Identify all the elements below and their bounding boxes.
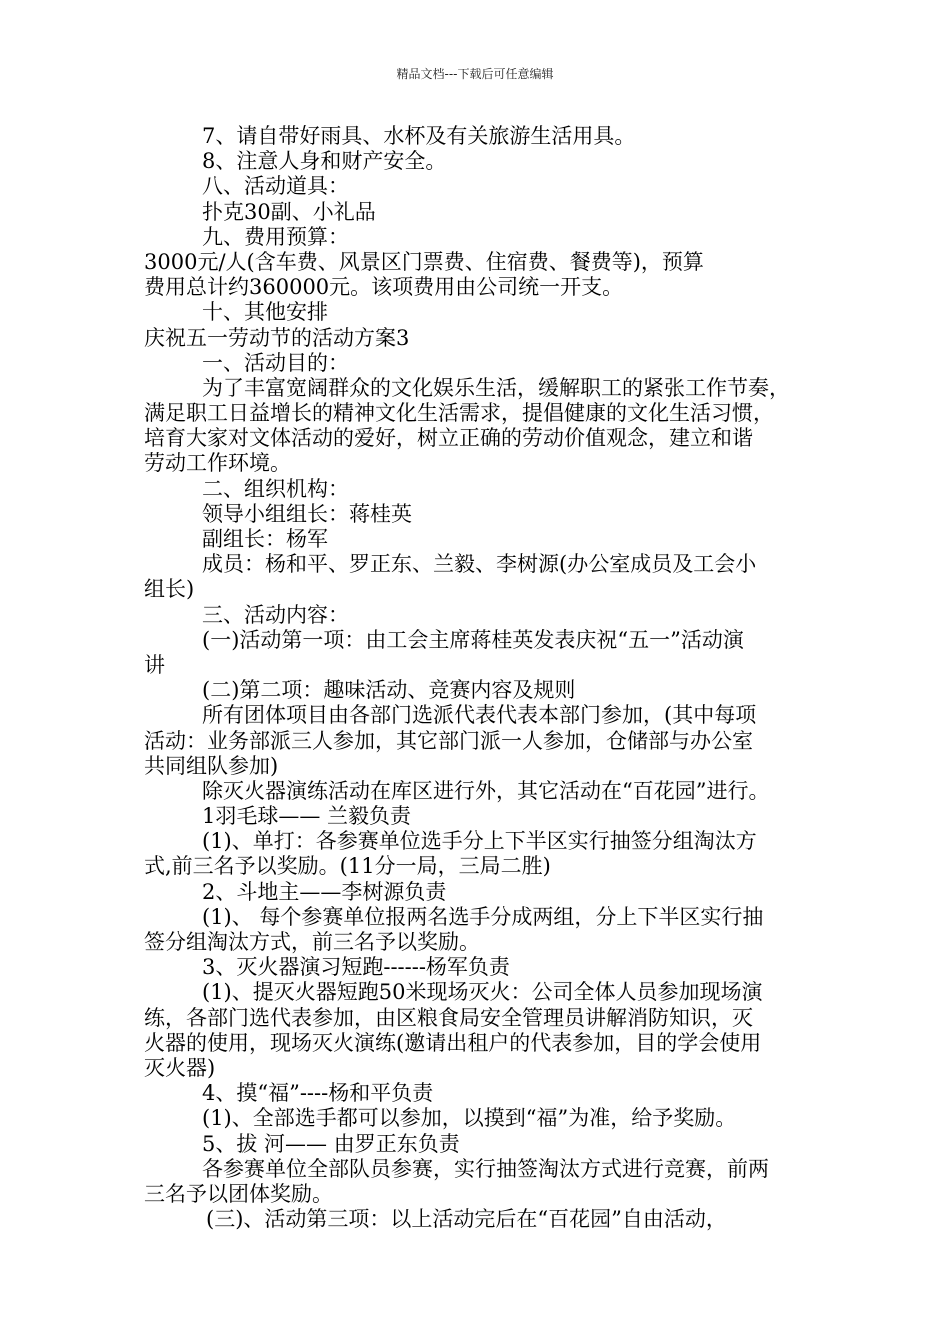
paragraph-line: 7、请自带好雨具、水杯及有关旅游生活用具。 bbox=[202, 124, 636, 148]
paragraph-line: 所有团体项目由各部门选派代表代表本部门参加，(其中每项 bbox=[202, 703, 757, 728]
paragraph-line: 培育大家对文体活动的爱好，树立正确的劳动价值观念，建立和谐 bbox=[144, 426, 753, 451]
paragraph-line: 领导小组组长：蒋桂英 bbox=[202, 501, 412, 526]
paragraph-line: 式,前三名予以奖励。(11分一局，三局二胜) bbox=[144, 854, 551, 879]
paragraph-line: 2、斗地主——李树源负责 bbox=[202, 879, 447, 904]
paragraph-line: 各参赛单位全部队员参赛，实行抽签淘汰方式进行竞赛，前两 bbox=[202, 1156, 769, 1181]
paragraph-line: (1)、提灭火器短跑50米现场灭火：公司全体人员参加现场演 bbox=[202, 980, 763, 1005]
document-title: 庆祝五一劳动节的活动方案3 bbox=[144, 325, 410, 350]
paragraph-line: 为了丰富宽阔群众的文化娱乐生活，缓解职工的紧张工作节奏， bbox=[202, 375, 790, 400]
section-heading: 八、活动道具： bbox=[202, 174, 349, 199]
paragraph-line: 满足职工日益增长的精神文化生活需求，提倡健康的文化生活习惯， bbox=[144, 401, 774, 426]
paragraph-line: 8、注意人身和财产安全。 bbox=[202, 149, 447, 174]
section-heading: 十、其他安排 bbox=[202, 300, 328, 325]
paragraph-line: (三)、活动第三项：以上活动完后在“百花园”自由活动， bbox=[206, 1207, 727, 1232]
paragraph-line: 三名予以团体奖励。 bbox=[144, 1181, 333, 1206]
paragraph-line: (1)、 每个参赛单位报两名选手分成两组，分上下半区实行抽 bbox=[202, 904, 764, 929]
page-header-watermark: 精品文档---下载后可任意编辑 bbox=[396, 67, 554, 81]
paragraph-line: (1)、全部选手都可以参加，以摸到“福”为准，给予奖励。 bbox=[202, 1106, 737, 1131]
paragraph-line: 灭火器) bbox=[144, 1055, 216, 1080]
paragraph-line: 4、摸“福”----杨和平负责 bbox=[202, 1081, 434, 1106]
paragraph-line: (一)活动第一项：由工会主席蒋桂英发表庆祝“五一”活动演 bbox=[202, 627, 744, 652]
paragraph-line: 1羽毛球—— 兰毅负责 bbox=[202, 804, 412, 829]
paragraph-line: 共同组队参加) bbox=[144, 753, 279, 778]
paragraph-line: 费用总计约360000元。该项费用由公司统一开支。 bbox=[144, 275, 624, 300]
paragraph-line: 活动：业务部派三人参加，其它部门派一人参加，仓储部与办公室 bbox=[144, 728, 753, 753]
paragraph-line: 除灭火器演练活动在库区进行外，其它活动在“百花园”进行。 bbox=[202, 778, 770, 803]
paragraph-line: 3、灭火器演习短跑------杨军负责 bbox=[202, 955, 510, 980]
section-heading: 九、费用预算： bbox=[202, 224, 349, 249]
paragraph-line: 火器的使用，现场灭火演练(邀请出租户的代表参加，目的学会使用 bbox=[144, 1030, 762, 1055]
paragraph-line: (二)第二项：趣味活动、竞赛内容及规则 bbox=[202, 678, 576, 703]
section-heading: 二、组织机构： bbox=[202, 476, 349, 501]
document-body bbox=[144, 124, 824, 1232]
paragraph-line: 扑克30副、小礼品 bbox=[202, 199, 376, 224]
section-heading: 一、活动目的： bbox=[202, 350, 349, 375]
paragraph-line: 讲 bbox=[144, 652, 165, 677]
paragraph-line: (1)、单打：各参赛单位选手分上下半区实行抽签分组淘汰方 bbox=[202, 829, 757, 854]
paragraph-line: 劳动工作环境。 bbox=[144, 451, 291, 476]
section-heading: 三、活动内容： bbox=[202, 602, 349, 627]
paragraph-line: 组长) bbox=[144, 577, 195, 602]
paragraph-line: 成员：杨和平、罗正东、兰毅、李树源(办公室成员及工会小 bbox=[202, 552, 757, 577]
paragraph-line: 副组长：杨军 bbox=[202, 527, 328, 551]
paragraph-line: 3000元/人(含车费、风景区门票费、住宿费、餐费等)，预算 bbox=[144, 249, 704, 274]
paragraph-line: 练，各部门选代表参加，由区粮食局安全管理员讲解消防知识，灭 bbox=[144, 1005, 753, 1030]
paragraph-line: 5、拔 河—— 由罗正东负责 bbox=[202, 1131, 460, 1156]
paragraph-line: 签分组淘汰方式，前三名予以奖励。 bbox=[144, 930, 480, 954]
